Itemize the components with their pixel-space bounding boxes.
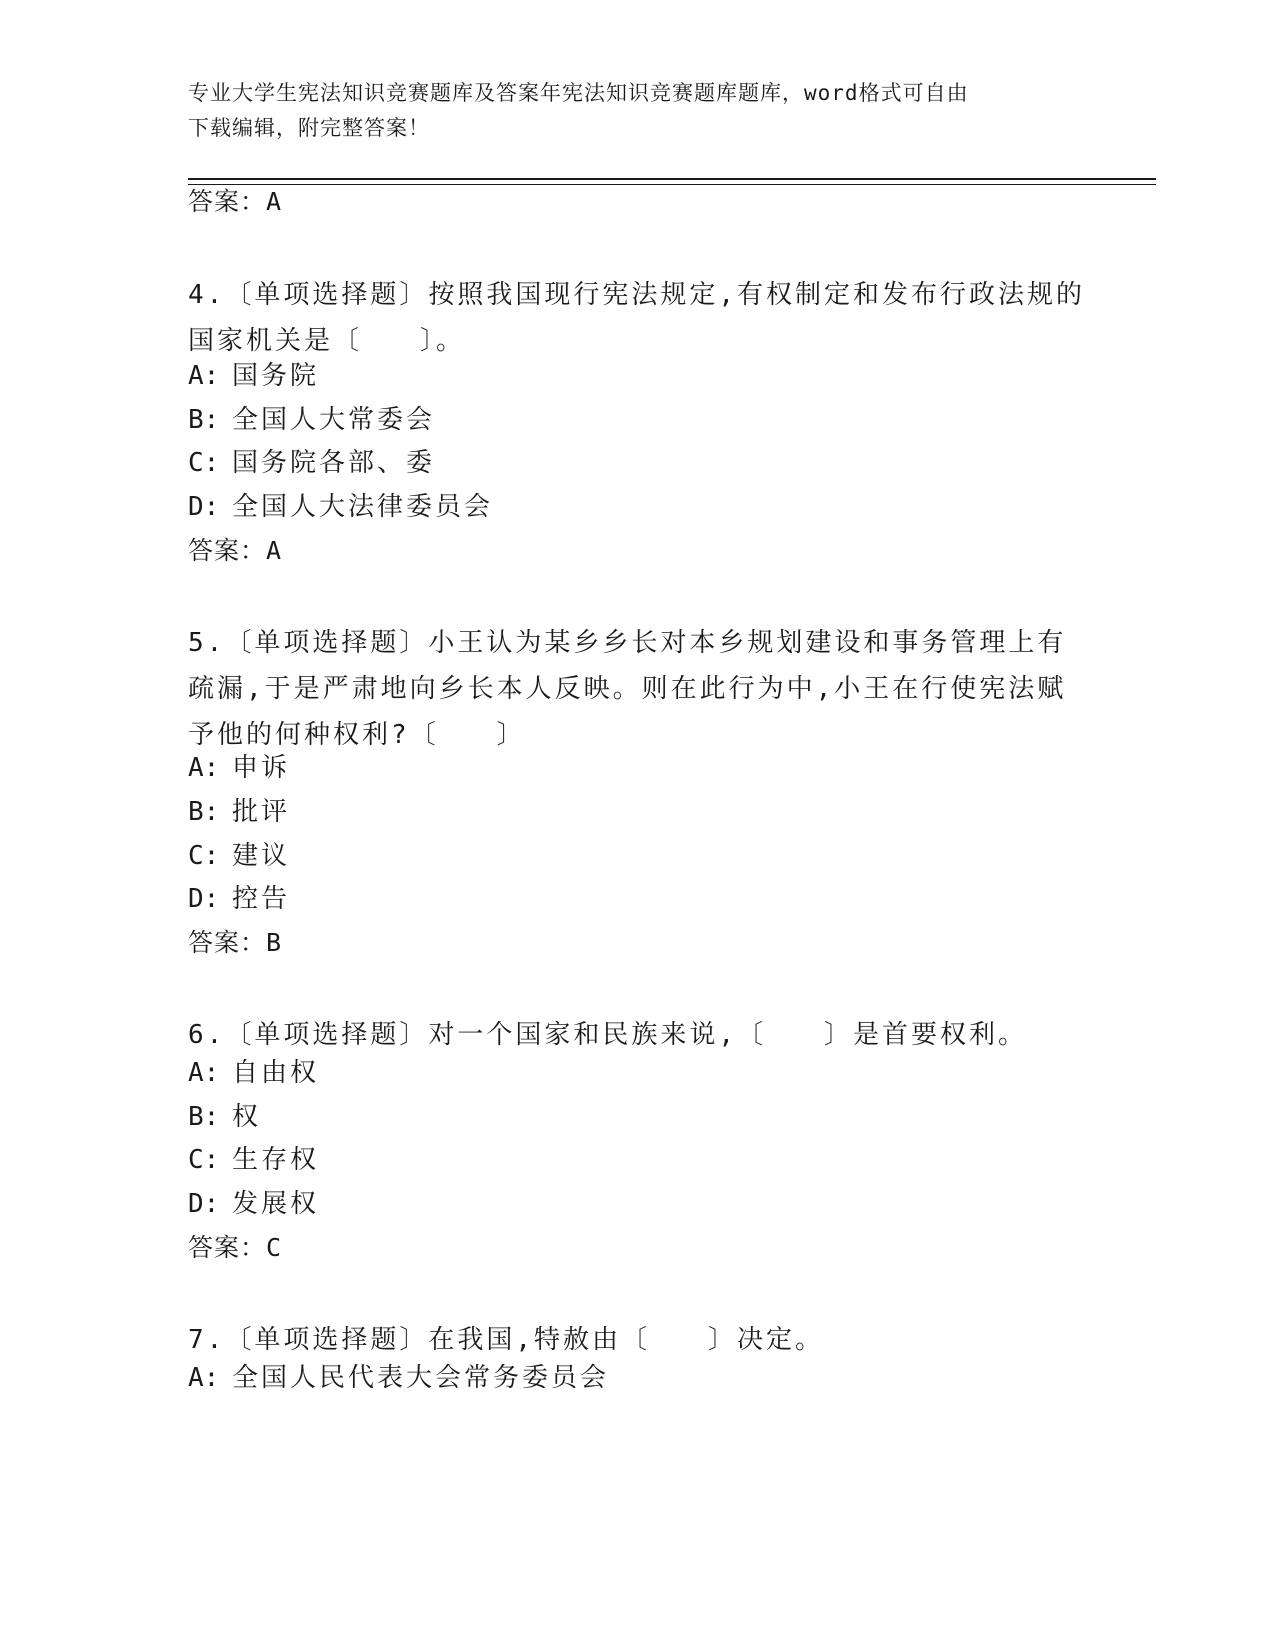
header-divider-thin [188,184,1156,185]
question-type: 〔单项选择题〕 [225,628,429,658]
option-key: B: [188,405,220,435]
question-number: 4. [188,280,226,310]
option-key: A: [188,1363,220,1393]
option-c [188,447,435,479]
answer-value: B [266,928,283,957]
question-text-line: 疏漏,于是严肃地向乡长本人反映。则在此行为中,小王在行使宪法赋 [188,674,1067,704]
answer-line-q6 [188,1232,282,1264]
question-5 [188,620,1088,758]
option-d [188,1188,319,1220]
option-b [188,404,435,436]
option-key: D: [188,884,220,914]
option-key: B: [188,797,220,827]
option-b [188,796,290,828]
question-text-line: 小王认为某乡乡长对本乡规划建设和事务管理上有 [428,628,1067,658]
question-7 [188,1317,1088,1363]
document-header [188,76,1088,146]
option-text: 生存权 [232,1145,320,1175]
question-4 [188,272,1088,364]
option-key: C: [188,841,220,871]
option-a [188,1362,609,1394]
option-d [188,491,493,523]
option-key: A: [188,753,220,783]
header-line-2: 下载编辑，附完整答案！ [188,116,430,140]
question-text-line: 国家机关是〔 〕。 [188,326,466,356]
option-text: 建议 [232,841,291,871]
option-a [188,1057,319,1089]
question-text-line: 对一个国家和民族来说,〔 〕是首要权利。 [428,1020,1027,1050]
question-text-line: 按照我国现行宪法规定,有权制定和发布行政法规的 [428,280,1085,310]
answer-line-q4 [188,535,282,567]
question-6 [188,1012,1088,1058]
option-text: 国务院各部、委 [232,448,436,478]
question-number: 5. [188,628,226,658]
option-text: 发展权 [232,1189,320,1219]
option-a [188,752,290,784]
option-key: C: [188,448,220,478]
question-type: 〔单项选择题〕 [225,280,429,310]
header-line-1: 专业大学生宪法知识竞赛题库及答案年宪法知识竞赛题库题库，word格式可自由 [188,81,969,105]
question-text-line: 在我国,特赦由〔 〕决定。 [428,1325,824,1355]
option-text: 全国人大常委会 [232,405,436,435]
option-b [188,1101,261,1133]
option-a [188,360,319,392]
option-text: 批评 [232,797,291,827]
option-text: 权 [232,1102,262,1132]
option-text: 国务院 [232,361,320,391]
question-type: 〔单项选择题〕 [225,1020,429,1050]
option-key: C: [188,1145,220,1175]
answer-label: 答案： [188,1233,267,1262]
option-text: 全国人民代表大会常务委员会 [232,1363,610,1393]
option-text: 申诉 [232,753,291,783]
answer-value: C [266,1233,283,1262]
option-text: 控告 [232,884,291,914]
question-type: 〔单项选择题〕 [225,1325,429,1355]
answer-label: 答案： [188,928,267,957]
option-text: 自由权 [232,1058,320,1088]
option-c [188,1144,319,1176]
option-d [188,883,290,915]
option-c [188,840,290,872]
answer-value: A [266,536,283,565]
option-key: A: [188,1058,220,1088]
question-number: 7. [188,1325,226,1355]
answer-line-prev [188,186,282,218]
question-number: 6. [188,1020,226,1050]
answer-value: A [266,187,283,216]
option-text: 全国人大法律委员会 [232,492,494,522]
question-text-line: 予他的何种权利?〔 〕 [188,720,526,750]
answer-label: 答案： [188,187,267,216]
option-key: D: [188,1189,220,1219]
answer-label: 答案： [188,536,267,565]
option-key: B: [188,1102,220,1132]
answer-line-q5 [188,927,282,959]
header-divider-thick [188,178,1156,180]
option-key: A: [188,361,220,391]
option-key: D: [188,492,220,522]
